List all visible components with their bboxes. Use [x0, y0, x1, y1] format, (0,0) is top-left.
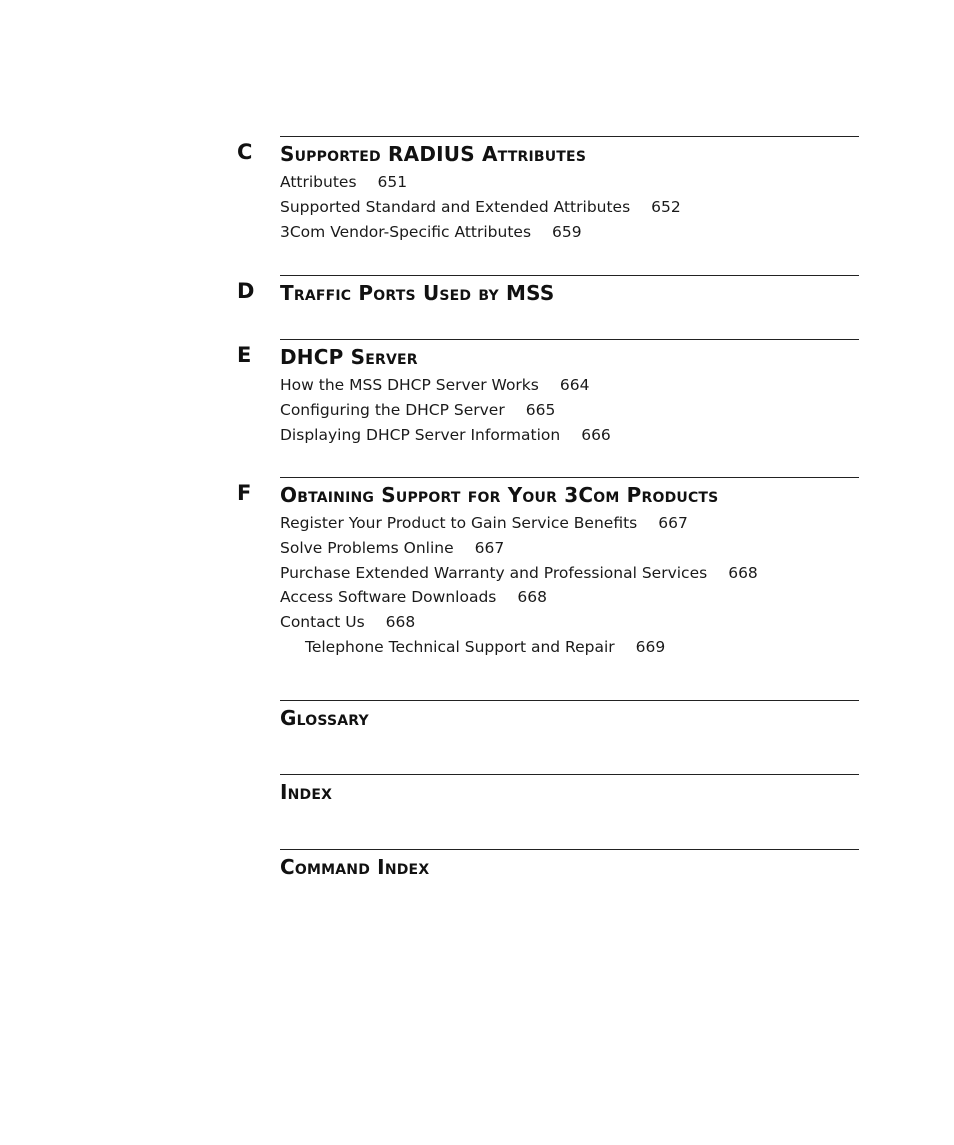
entry-page-number: 668 [517, 588, 547, 607]
toc-entry[interactable] [280, 195, 859, 220]
entry-page-number: 664 [559, 376, 590, 394]
entry-page-number: 665 [525, 400, 556, 419]
toc-entry[interactable] [280, 561, 859, 586]
table-of-contents [0, 136, 954, 890]
toc-entry[interactable] [280, 610, 859, 635]
section-heading[interactable]: Index [280, 780, 333, 804]
toc-entry[interactable] [280, 511, 859, 536]
toc-section-c [237, 136, 859, 275]
toc-section-e [237, 339, 859, 477]
toc-section-d [237, 275, 859, 339]
appendix-letter: C [237, 140, 253, 164]
entry-label: Contact Us [280, 613, 365, 632]
entry-list [280, 170, 859, 244]
appendix-letter: E [237, 343, 252, 367]
toc-entry[interactable] [280, 585, 859, 610]
toc-subentry[interactable] [280, 635, 859, 660]
section-heading[interactable]: DHCP Server [280, 345, 418, 369]
entry-list [280, 373, 859, 447]
entry-label: Telephone Technical Support and Repair [305, 637, 615, 656]
entry-label: Register Your Product to Gain Service Benefits [280, 514, 638, 532]
toc-entry[interactable] [280, 373, 859, 398]
appendix-letter: D [237, 279, 255, 303]
toc-entry[interactable] [280, 398, 859, 423]
section-heading[interactable]: Command Index [280, 855, 430, 879]
entry-label: Displaying DHCP Server Information [280, 425, 561, 444]
toc-section-command-index [280, 849, 859, 890]
toc-entry[interactable] [280, 170, 859, 195]
entry-page-number: 651 [377, 173, 408, 191]
appendix-letter: F [237, 481, 252, 505]
section-heading[interactable]: Glossary [280, 706, 369, 730]
entry-label: Configuring the DHCP Server [280, 400, 505, 419]
entry-label: 3Com Vendor-Specific Attributes [280, 222, 532, 241]
toc-section-index [280, 774, 859, 849]
entry-label: How the MSS DHCP Server Works [280, 376, 539, 394]
entry-page-number: 666 [581, 425, 611, 444]
entry-list [280, 511, 859, 660]
entry-label: Access Software Downloads [280, 588, 497, 607]
toc-section-glossary [280, 700, 859, 774]
section-heading[interactable]: Obtaining Support for Your 3Com Products [280, 483, 719, 507]
section-heading[interactable]: Traffic Ports Used by MSS [280, 281, 555, 305]
entry-page-number: 659 [552, 222, 582, 241]
entry-page-number: 652 [651, 197, 681, 216]
entry-label: Supported Standard and Extended Attributes [280, 197, 631, 216]
entry-page-number: 668 [728, 563, 758, 582]
entry-page-number: 669 [635, 637, 666, 656]
entry-page-number: 667 [474, 538, 505, 557]
entry-label: Purchase Extended Warranty and Professional Services [280, 563, 708, 582]
toc-entry[interactable] [280, 536, 859, 561]
section-heading[interactable]: Supported RADIUS Attributes [280, 142, 587, 166]
toc-section-f [237, 477, 859, 700]
toc-entry[interactable] [280, 423, 859, 448]
entry-page-number: 668 [385, 613, 416, 632]
entry-label: Attributes [280, 173, 357, 191]
entry-label: Solve Problems Online [280, 538, 454, 557]
toc-entry[interactable] [280, 220, 859, 245]
entry-page-number: 667 [658, 514, 688, 532]
